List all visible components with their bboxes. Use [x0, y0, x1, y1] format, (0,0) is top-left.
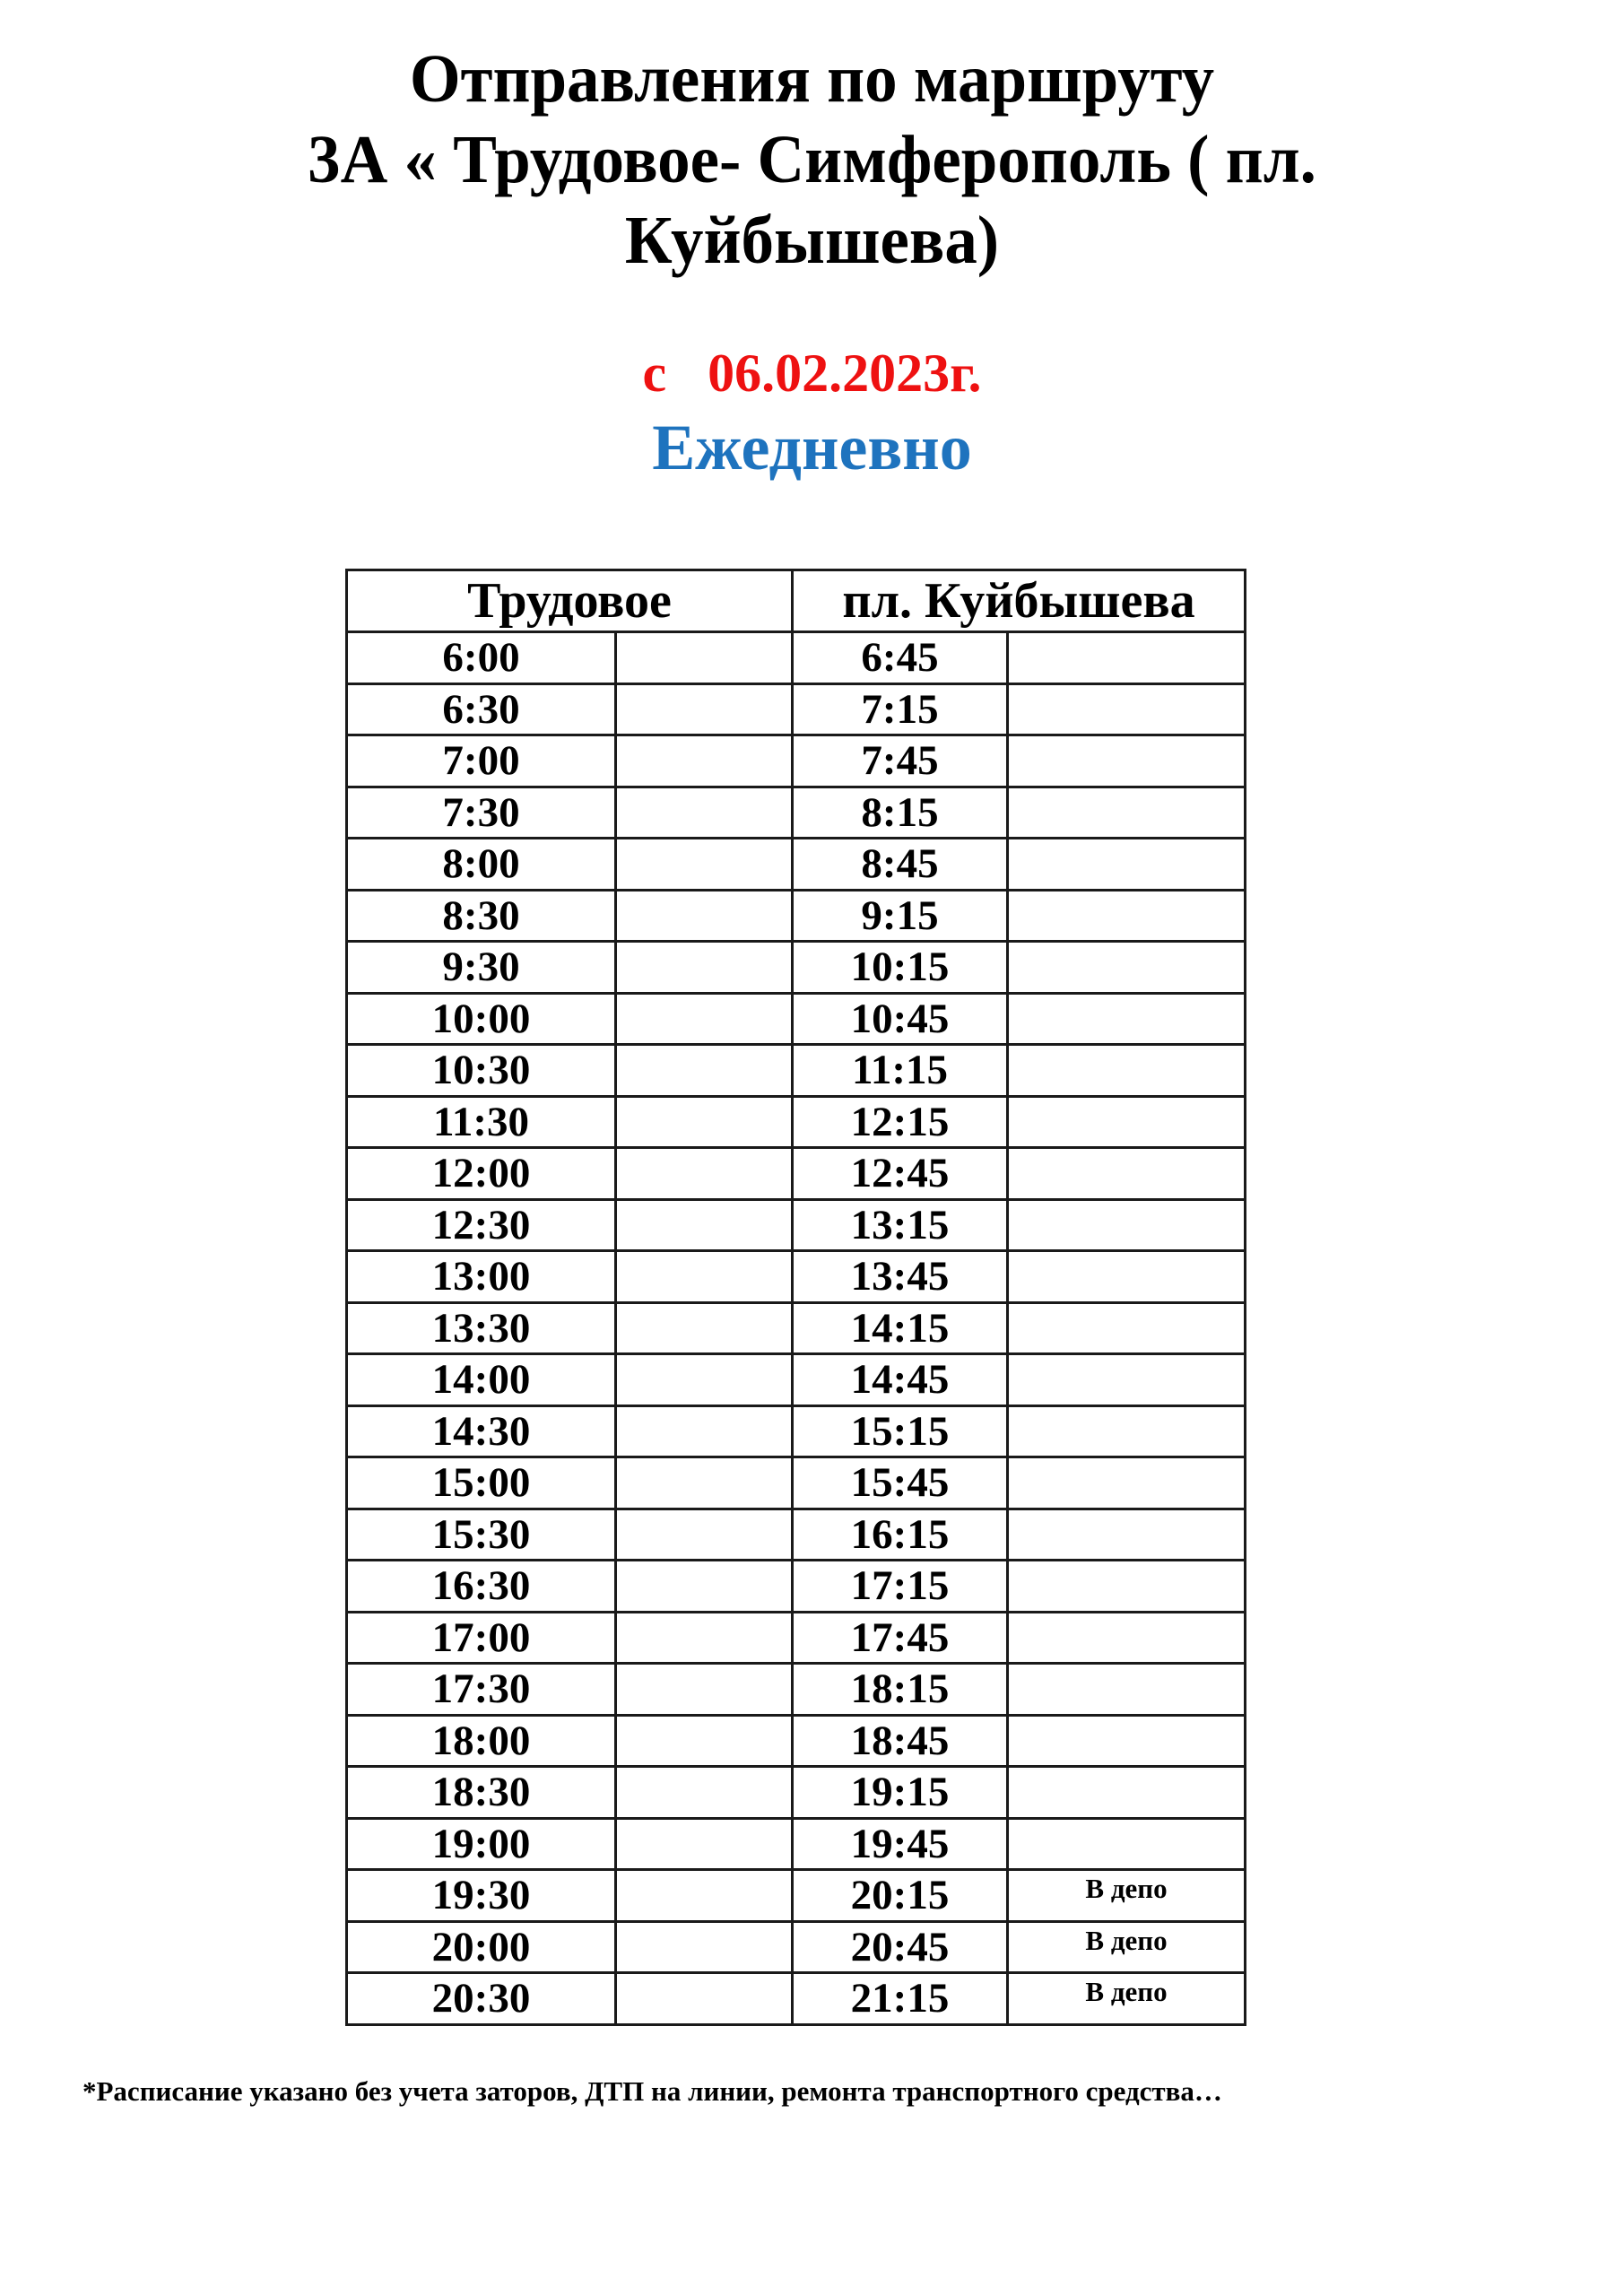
table-row: [347, 1354, 1246, 1406]
row-note: [1008, 890, 1246, 942]
departure-extra: [616, 1457, 793, 1509]
departure-extra: [616, 1405, 793, 1457]
arrival-time: 15:45: [793, 1457, 1008, 1509]
row-note: В депо: [1008, 1921, 1246, 1973]
departure-extra: [616, 1199, 793, 1251]
arrival-time: 16:15: [793, 1509, 1008, 1561]
departure-extra: [616, 890, 793, 942]
table-row: [347, 1509, 1246, 1561]
row-note: [1008, 632, 1246, 684]
departure-time: 8:30: [347, 890, 616, 942]
arrival-time: 7:15: [793, 683, 1008, 735]
departure-extra: [616, 1870, 793, 1922]
departure-extra: [616, 1561, 793, 1613]
arrival-time: 20:15: [793, 1870, 1008, 1922]
arrival-time: 9:15: [793, 890, 1008, 942]
arrival-time: 6:45: [793, 632, 1008, 684]
frequency-label: Ежедневно: [652, 412, 972, 483]
row-note: [1008, 1612, 1246, 1664]
arrival-time: 21:15: [793, 1973, 1008, 2025]
title-line-3: Куйбышева): [624, 203, 1000, 278]
row-note: [1008, 1405, 1246, 1457]
departure-extra: [616, 1251, 793, 1303]
table-row: [347, 1148, 1246, 1200]
departure-time: 20:00: [347, 1921, 616, 1973]
departure-time: 11:30: [347, 1096, 616, 1148]
arrival-time: 18:15: [793, 1664, 1008, 1716]
departure-extra: [616, 632, 793, 684]
departure-extra: [616, 942, 793, 994]
table-row: [347, 1405, 1246, 1457]
row-note: [1008, 839, 1246, 891]
arrival-time: 18:45: [793, 1715, 1008, 1767]
departure-extra: [616, 1818, 793, 1870]
table-row: [347, 890, 1246, 942]
departure-time: 7:00: [347, 735, 616, 787]
arrival-time: 20:45: [793, 1921, 1008, 1973]
departure-extra: [616, 1096, 793, 1148]
row-note: [1008, 735, 1246, 787]
arrival-time: 13:45: [793, 1251, 1008, 1303]
column-header-kuibysheva: пл. Куйбышева: [793, 570, 1246, 632]
row-note: [1008, 1561, 1246, 1613]
departure-extra: [616, 1973, 793, 2025]
departure-time: 16:30: [347, 1561, 616, 1613]
row-note: [1008, 993, 1246, 1045]
table-row: [347, 735, 1246, 787]
departure-extra: [616, 993, 793, 1045]
table-row: [347, 1715, 1246, 1767]
row-note: [1008, 1354, 1246, 1406]
arrival-time: 7:45: [793, 735, 1008, 787]
row-note: [1008, 683, 1246, 735]
arrival-time: 14:45: [793, 1354, 1008, 1406]
departure-time: 12:00: [347, 1148, 616, 1200]
title-line-2: 3А « Трудовое- Симферополь ( пл.: [308, 122, 1316, 197]
departure-extra: [616, 683, 793, 735]
departure-time: 13:30: [347, 1302, 616, 1354]
arrival-time: 17:15: [793, 1561, 1008, 1613]
table-row: [347, 787, 1246, 839]
departure-time: 9:30: [347, 942, 616, 994]
departure-time: 8:00: [347, 839, 616, 891]
row-note: [1008, 1096, 1246, 1148]
arrival-time: 12:15: [793, 1096, 1008, 1148]
row-note: [1008, 1664, 1246, 1716]
table-header-row: [347, 570, 1246, 632]
departure-time: 15:00: [347, 1457, 616, 1509]
departure-time: 14:00: [347, 1354, 616, 1406]
departure-time: 7:30: [347, 787, 616, 839]
title-line-1: Отправления по маршруту: [409, 41, 1215, 117]
departure-time: 15:30: [347, 1509, 616, 1561]
departure-time: 18:30: [347, 1767, 616, 1819]
arrival-time: 19:45: [793, 1818, 1008, 1870]
table-row: [347, 1921, 1246, 1973]
departure-extra: [616, 1045, 793, 1097]
departure-time: 17:00: [347, 1612, 616, 1664]
effective-date: [0, 339, 1624, 407]
departure-time: 13:00: [347, 1251, 616, 1303]
row-note: [1008, 1457, 1246, 1509]
table-row: [347, 839, 1246, 891]
departure-time: 10:30: [347, 1045, 616, 1097]
departure-extra: [616, 735, 793, 787]
row-note: [1008, 1199, 1246, 1251]
departure-extra: [616, 839, 793, 891]
row-note: [1008, 1715, 1246, 1767]
departure-extra: [616, 1354, 793, 1406]
row-note: В депо: [1008, 1973, 1246, 2025]
table-row: [347, 1818, 1246, 1870]
departure-time: 14:30: [347, 1405, 616, 1457]
departure-extra: [616, 1715, 793, 1767]
date-value: 06.02.2023г.: [708, 344, 982, 403]
table-row: [347, 1251, 1246, 1303]
table-row: [347, 1561, 1246, 1613]
arrival-time: 8:45: [793, 839, 1008, 891]
row-note: [1008, 1045, 1246, 1097]
arrival-time: 11:15: [793, 1045, 1008, 1097]
departure-extra: [616, 1509, 793, 1561]
row-note: [1008, 1251, 1246, 1303]
row-note: [1008, 942, 1246, 994]
arrival-time: 10:45: [793, 993, 1008, 1045]
row-note: [1008, 1509, 1246, 1561]
departure-time: 19:30: [347, 1870, 616, 1922]
row-note: [1008, 1302, 1246, 1354]
arrival-time: 15:15: [793, 1405, 1008, 1457]
arrival-time: 8:15: [793, 787, 1008, 839]
row-note: [1008, 787, 1246, 839]
departure-extra: [616, 1664, 793, 1716]
departure-extra: [616, 787, 793, 839]
departure-extra: [616, 1148, 793, 1200]
departure-extra: [616, 1302, 793, 1354]
departure-time: 18:00: [347, 1715, 616, 1767]
table-row: [347, 683, 1246, 735]
departure-extra: [616, 1767, 793, 1819]
departure-time: 10:00: [347, 993, 616, 1045]
table-row: [347, 1096, 1246, 1148]
departure-extra: [616, 1921, 793, 1973]
table-row: [347, 632, 1246, 684]
row-note: В депо: [1008, 1870, 1246, 1922]
row-note: [1008, 1767, 1246, 1819]
departure-time: 6:00: [347, 632, 616, 684]
schedule-table: [345, 569, 1246, 2026]
table-row: [347, 1045, 1246, 1097]
row-note: [1008, 1148, 1246, 1200]
table-row: [347, 942, 1246, 994]
table-row: [347, 1870, 1246, 1922]
departure-time: 20:30: [347, 1973, 616, 2025]
arrival-time: 19:15: [793, 1767, 1008, 1819]
table-row: [347, 1973, 1246, 2025]
departure-time: 19:00: [347, 1818, 616, 1870]
arrival-time: 12:45: [793, 1148, 1008, 1200]
departure-extra: [616, 1612, 793, 1664]
arrival-time: 13:15: [793, 1199, 1008, 1251]
table-row: [347, 1612, 1246, 1664]
date-prefix: с: [642, 344, 667, 403]
table-row: [347, 993, 1246, 1045]
departure-time: 17:30: [347, 1664, 616, 1716]
table-row: [347, 1457, 1246, 1509]
table-row: [347, 1302, 1246, 1354]
column-header-trudovoe: Трудовое: [347, 570, 793, 632]
row-note: [1008, 1818, 1246, 1870]
arrival-time: 10:15: [793, 942, 1008, 994]
departure-time: 6:30: [347, 683, 616, 735]
table-row: [347, 1664, 1246, 1716]
table-row: [347, 1199, 1246, 1251]
arrival-time: 14:15: [793, 1302, 1008, 1354]
arrival-time: 17:45: [793, 1612, 1008, 1664]
schedule-disclaimer: *Расписание указано без учета заторов, ДТП на линии, ремонта транспортного средства…: [83, 2075, 1222, 2107]
departure-time: 12:30: [347, 1199, 616, 1251]
table-row: [347, 1767, 1246, 1819]
